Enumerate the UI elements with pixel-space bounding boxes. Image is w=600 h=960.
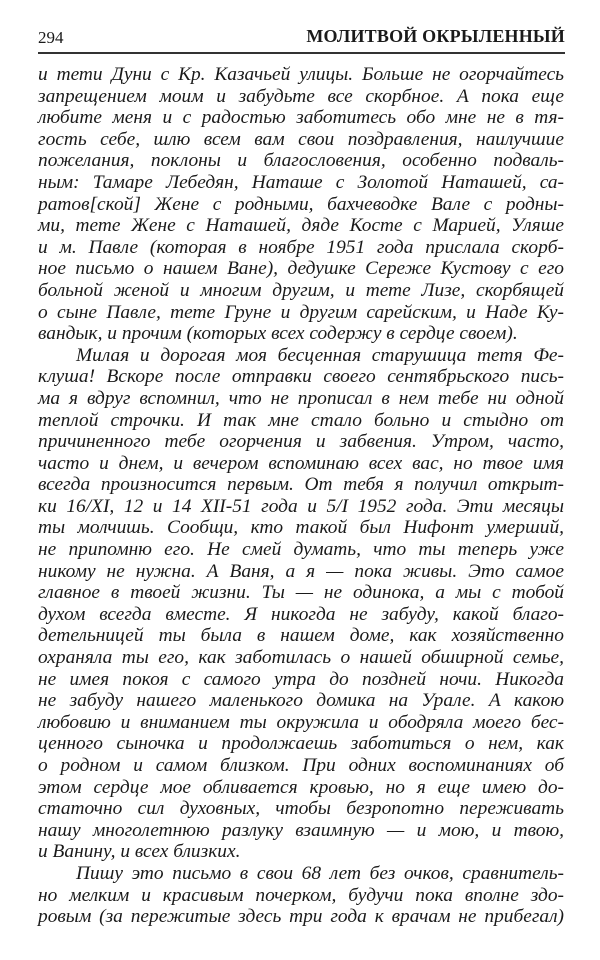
text-line: вандык, и прочим (которых всех содержу в сердце своем).	[38, 323, 518, 345]
text-line: не имея покоя с самого утра до поздней ночи. Никогда	[38, 668, 564, 690]
paragraph	[38, 64, 564, 345]
text-line: гость себе, шлю всем вам свои поздравления, наилучшие	[38, 128, 564, 150]
text-line: ное письмо о нашем Ване), дедушке Сереже Кустову с его	[38, 258, 564, 280]
running-title: МОЛИТВОЙ ОКРЫЛЕННЫЙ	[306, 26, 565, 46]
text-line: никому не нужна. А Ваня, а я — пока живы. Это самое	[38, 560, 564, 582]
text-line: запрещением моим и забудьте все скорбное. А пока еще	[38, 85, 564, 107]
text-line: о сыне Павле, тете Груне и другим сарейским, и Наде Ку-	[38, 301, 564, 323]
text-line: ратов[ской] Жене с родными, бахчеводке Вале с родны-	[38, 193, 564, 215]
text-line: и м. Павле (которая в ноябре 1951 года прислала скорб-	[38, 236, 564, 258]
text-line: но мелким и красивым почерком, будучи пока вполне здо-	[38, 884, 564, 906]
text-line: ми, тете Жене с Наташей, дяде Косте с Марией, Уляше	[38, 215, 564, 237]
text-line: причиненного тебе огорчения и забвения. Утром, часто,	[38, 431, 564, 453]
text-line: ровым (за пережитые здесь три года к врачам не прибегал)	[38, 906, 564, 928]
text-line: этом сердце мое обливается кровью, но я еще имею до-	[38, 776, 564, 798]
text-line: охраняла ты его, как заботилась о нашей обширной семье,	[38, 647, 564, 669]
text-line: часто и днем, и вечером вспоминаю всех вас, но твое имя	[38, 452, 564, 474]
text-line: всегда произносится первым. От тебя я получил открыт-	[38, 474, 564, 496]
text-line: нашу многолетнюю разлуку взаимную — и мою, и твою,	[38, 819, 564, 841]
text-line: теплой строчки. И так мне стало больно и стыдно от	[38, 409, 564, 431]
text-line: больной женой и многим другим, и тете Лизе, скорбящей	[38, 279, 564, 301]
text-line: пожелания, поклоны и благословения, особенно подваль-	[38, 150, 564, 172]
text-line: любовию и вниманием ты окружила и ободряла моего бес-	[38, 711, 564, 733]
paragraph	[38, 345, 564, 863]
text-line: ты молчишь. Сообщи, кто такой был Нифонт умерший,	[38, 517, 564, 539]
text-line: и Ванину, и всех близких.	[38, 841, 241, 863]
text-line: Пишу это письмо в свои 68 лет без очков, сравнитель-	[76, 862, 564, 884]
text-line: не забуду нашего маленького домика на Урале. А какою	[38, 690, 564, 712]
page-number: 294	[38, 28, 64, 47]
text-line: духом всегда вместе. Я никогда не забуду, какой благо-	[38, 603, 564, 625]
text-line: главное в твоей жизни. Ты — не одинока, а мы с тобой	[38, 582, 564, 604]
text-line: ценного сыночка и продолжаешь заботиться о нем, как	[38, 733, 564, 755]
text-line: детельницей ты была в нашем доме, как хозяйственно	[38, 625, 564, 647]
text-line: статочно сил духовных, чтобы безропотно переживать	[38, 798, 564, 820]
text-line: не припомню его. Не смей думать, что ты теперь уже	[38, 539, 564, 561]
text-line: ма я вдруг вспомнил, что не прописал в нем тебе ни одной	[38, 387, 564, 409]
page-body	[38, 64, 564, 928]
paragraph	[38, 863, 564, 928]
page-header	[38, 22, 565, 54]
text-line: клуша! Вскоре после отправки своего сентябрьского пись-	[38, 366, 564, 388]
text-line: Милая и дорогая моя бесценная старушица тетя Фе-	[76, 344, 564, 366]
text-line: ки 16/XI, 12 и 14 XII-51 года и 5/I 1952 года. Эти месяцы	[38, 495, 564, 517]
text-line: о родном и самом близком. При одних воспоминаниях об	[38, 755, 564, 776]
text-line: и тети Дуни с Кр. Казачьей улицы. Больше не огорчайтесь	[38, 64, 564, 85]
text-line: любите меня и с радостью заботитесь обо мне не в тя-	[38, 107, 564, 129]
text-line: ным: Тамаре Лебедян, Наташе с Золотой Наташей, са-	[38, 171, 564, 193]
